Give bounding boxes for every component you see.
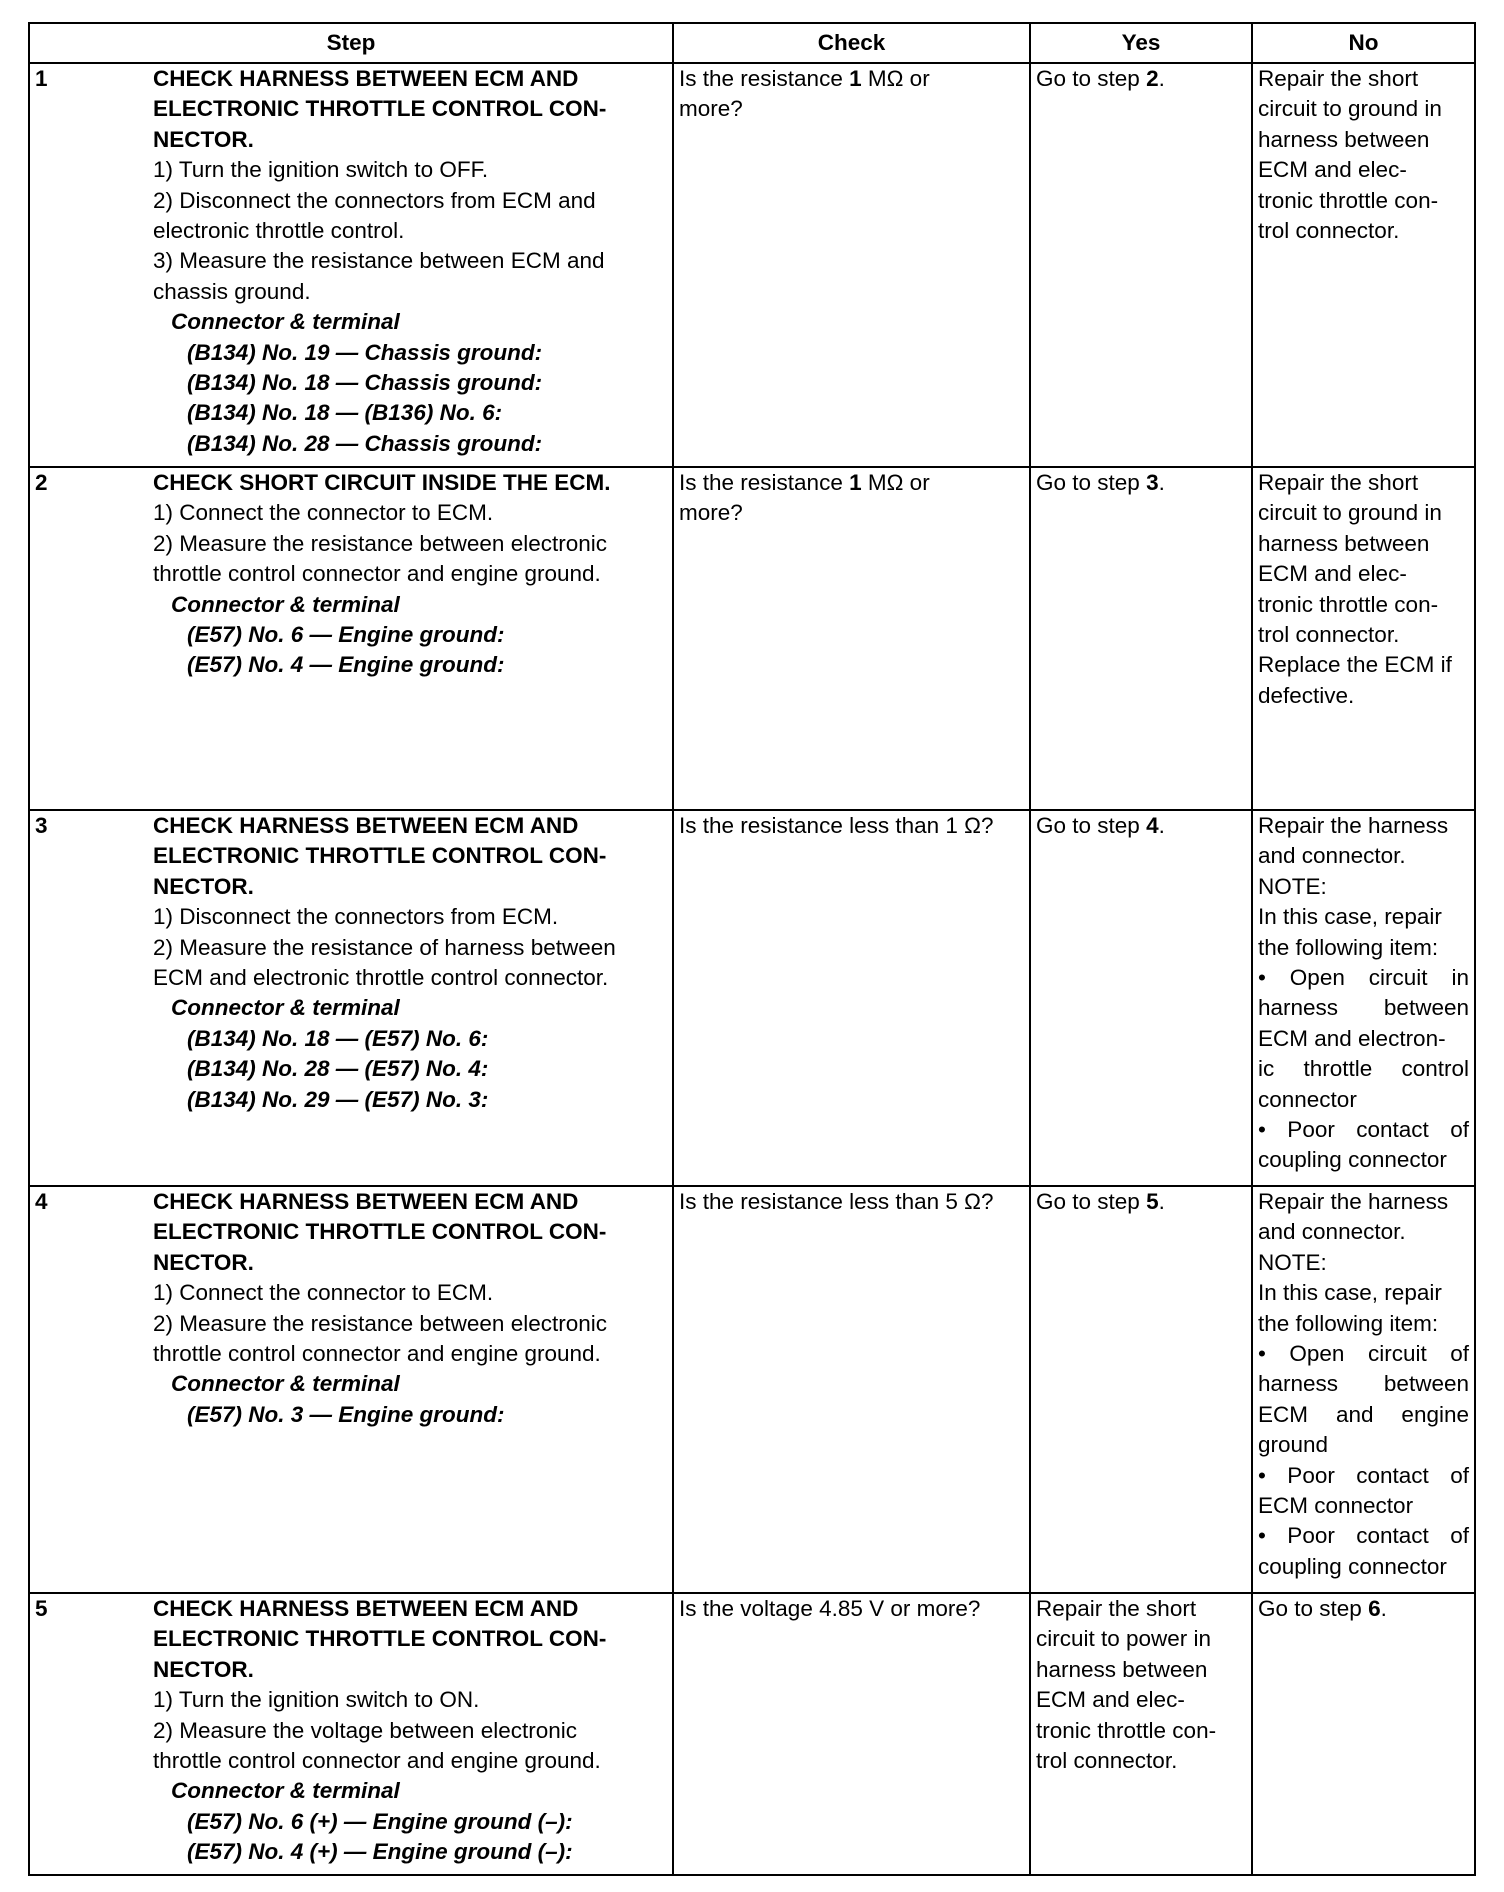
- instruction-line: 1) Connect the connector to ECM.: [153, 1280, 494, 1306]
- step-title-line: CHECK SHORT CIRCUIT INSIDE THE ECM.: [153, 470, 611, 495]
- no-line: ECM connector: [1258, 1493, 1414, 1519]
- no-line: • Poor contact of: [1258, 1462, 1469, 1488]
- no-line: harness between: [1258, 126, 1430, 152]
- no-cell: [1252, 1186, 1475, 1593]
- no-line: circuit to ground in: [1258, 500, 1442, 526]
- check-value: 1: [849, 66, 862, 91]
- goto-step-number: 5: [1146, 1189, 1159, 1214]
- yes-text: Go to step: [1036, 813, 1147, 838]
- connector-terminal-label: Connector & terminal: [171, 995, 400, 1021]
- check-cell: [673, 1186, 1030, 1593]
- instruction-line: throttle control connector and engine ground.: [153, 1341, 601, 1367]
- step-title-line: NECTOR.: [153, 1249, 254, 1275]
- no-line: • Poor contact of: [1258, 1523, 1469, 1549]
- no-line: trol connector.: [1258, 218, 1400, 244]
- no-line: Repair the short: [1258, 66, 1419, 91]
- check-value: 1: [849, 470, 862, 495]
- yes-text: .: [1158, 813, 1165, 838]
- table-row: [29, 810, 1475, 1186]
- step-cell: [29, 1186, 673, 1593]
- connector-terminal: (B134) No. 18 — Chassis ground:: [187, 370, 543, 396]
- no-line: ECM and electron-: [1258, 1025, 1446, 1051]
- step-title-line: CHECK HARNESS BETWEEN ECM AND: [153, 1189, 579, 1214]
- step-title-line: NECTOR.: [153, 1656, 254, 1682]
- instruction-line: 1) Turn the ignition switch to ON.: [153, 1687, 480, 1713]
- no-line: harness between: [1258, 1371, 1469, 1397]
- check-text: Is the resistance: [679, 66, 850, 91]
- no-line: connector: [1258, 1086, 1357, 1112]
- yes-line: [1036, 468, 1246, 498]
- no-line: NOTE:: [1258, 1249, 1327, 1275]
- no-line: harness between: [1258, 995, 1469, 1021]
- step-title-line: CHECK HARNESS BETWEEN ECM AND: [153, 1596, 579, 1621]
- step-number: 4: [35, 1189, 48, 1214]
- instruction-line: electronic throttle control.: [153, 218, 405, 244]
- no-line: trol connector.: [1258, 622, 1400, 648]
- step-number: 1: [35, 66, 48, 91]
- no-line: tronic throttle con-: [1258, 591, 1439, 617]
- yes-line: [1036, 64, 1246, 94]
- yes-text: .: [1158, 66, 1165, 91]
- instruction-line: 3) Measure the resistance between ECM and: [153, 248, 605, 274]
- no-line: ground: [1258, 1432, 1329, 1458]
- step-number: 2: [35, 470, 48, 495]
- connector-terminal: (E57) No. 4 (+) — Engine ground (–):: [187, 1839, 573, 1865]
- yes-text: .: [1158, 470, 1165, 495]
- no-text: .: [1380, 1596, 1387, 1621]
- no-line: Replace the ECM if: [1258, 652, 1452, 678]
- step-cell: [29, 63, 673, 467]
- yes-cell: [1030, 810, 1252, 1186]
- check-text: MΩ or: [861, 66, 930, 91]
- connector-terminal: (B134) No. 18 — (B136) No. 6:: [187, 400, 503, 426]
- no-line: coupling connector: [1258, 1553, 1447, 1579]
- step-cell: [29, 1593, 673, 1875]
- connector-terminal-label: Connector & terminal: [171, 309, 400, 335]
- step-cell: [29, 810, 673, 1186]
- step-title-line: CHECK HARNESS BETWEEN ECM AND: [153, 813, 579, 838]
- check-line: [679, 468, 1024, 498]
- instruction-line: 1) Turn the ignition switch to OFF.: [153, 157, 489, 183]
- no-cell: [1252, 1593, 1475, 1875]
- connector-terminal: (B134) No. 28 — (E57) No. 4:: [187, 1056, 489, 1082]
- instruction-line: ECM and electronic throttle control connector.: [153, 965, 609, 991]
- instruction-line: 1) Disconnect the connectors from ECM.: [153, 904, 559, 930]
- step-title-line: CHECK HARNESS BETWEEN ECM AND: [153, 66, 579, 91]
- connector-terminal: (B134) No. 18 — (E57) No. 6:: [187, 1025, 489, 1051]
- check-cell: [673, 467, 1030, 810]
- step-title-line: ELECTRONIC THROTTLE CONTROL CON-: [153, 1626, 607, 1652]
- yes-cell: [1030, 1186, 1252, 1593]
- no-line: and connector.: [1258, 843, 1406, 869]
- connector-terminal: (B134) No. 19 — Chassis ground:: [187, 339, 543, 365]
- check-line: Is the resistance less than 5 Ω?: [679, 1189, 994, 1214]
- header-check: Check: [673, 23, 1030, 63]
- step-number: 5: [35, 1596, 48, 1621]
- no-cell: [1252, 63, 1475, 467]
- no-line: defective.: [1258, 682, 1355, 708]
- yes-line: [1036, 811, 1246, 841]
- no-cell: [1252, 810, 1475, 1186]
- goto-step-number: 2: [1146, 66, 1159, 91]
- no-line: harness between: [1258, 530, 1430, 556]
- no-line: circuit to ground in: [1258, 96, 1442, 122]
- goto-step-number: 6: [1368, 1596, 1381, 1621]
- header-yes: Yes: [1030, 23, 1252, 63]
- no-line: Repair the harness: [1258, 813, 1449, 838]
- step-title-line: NECTOR.: [153, 126, 254, 152]
- goto-step-number: 4: [1146, 813, 1159, 838]
- no-line: ic throttle control: [1258, 1056, 1469, 1082]
- check-line: Is the resistance less than 1 Ω?: [679, 813, 994, 838]
- instruction-line: throttle control connector and engine ground.: [153, 561, 601, 587]
- connector-terminal: (B134) No. 29 — (E57) No. 3:: [187, 1086, 489, 1112]
- table-row: [29, 1186, 1475, 1593]
- goto-step-number: 3: [1146, 470, 1159, 495]
- connector-terminal: (B134) No. 28 — Chassis ground:: [187, 430, 543, 456]
- no-line: • Poor contact of: [1258, 1117, 1469, 1143]
- check-text: Is the resistance: [679, 470, 850, 495]
- no-line: NOTE:: [1258, 873, 1327, 899]
- no-line: In this case, repair: [1258, 1280, 1442, 1306]
- yes-text: Go to step: [1036, 1189, 1147, 1214]
- instruction-line: 2) Measure the voltage between electronic: [153, 1717, 577, 1743]
- instruction-line: 2) Disconnect the connectors from ECM and: [153, 187, 596, 213]
- yes-cell: [1030, 1593, 1252, 1875]
- no-line: the following item:: [1258, 1310, 1439, 1336]
- no-line: the following item:: [1258, 934, 1439, 960]
- diagnostic-table: [28, 22, 1476, 1876]
- step-title-line: ELECTRONIC THROTTLE CONTROL CON-: [153, 1219, 607, 1245]
- no-line: ECM and elec-: [1258, 561, 1407, 587]
- check-line: more?: [679, 96, 743, 122]
- yes-text: Go to step: [1036, 66, 1147, 91]
- yes-line: circuit to power in: [1036, 1626, 1212, 1652]
- no-line: ECM and elec-: [1258, 157, 1407, 183]
- check-line: Is the voltage 4.85 V or more?: [679, 1596, 981, 1621]
- connector-terminal: (E57) No. 6 — Engine ground:: [187, 622, 505, 648]
- connector-terminal: (E57) No. 3 — Engine ground:: [187, 1401, 505, 1427]
- check-text: MΩ or: [861, 470, 930, 495]
- no-line: ECM and engine: [1258, 1401, 1469, 1427]
- yes-text: Go to step: [1036, 470, 1147, 495]
- yes-line: [1036, 1187, 1246, 1217]
- no-line: In this case, repair: [1258, 904, 1442, 930]
- table-row: [29, 63, 1475, 467]
- connector-terminal: (E57) No. 4 — Engine ground:: [187, 652, 505, 678]
- no-line: Repair the harness: [1258, 1189, 1449, 1214]
- no-cell: [1252, 467, 1475, 810]
- check-cell: [673, 1593, 1030, 1875]
- yes-line: trol connector.: [1036, 1748, 1178, 1774]
- yes-line: harness between: [1036, 1656, 1208, 1682]
- no-line: tronic throttle con-: [1258, 187, 1439, 213]
- no-line: [1258, 1594, 1469, 1624]
- check-cell: [673, 810, 1030, 1186]
- step-title-line: ELECTRONIC THROTTLE CONTROL CON-: [153, 96, 607, 122]
- header-row: [29, 23, 1475, 63]
- step-title-line: NECTOR.: [153, 873, 254, 899]
- instruction-line: 1) Connect the connector to ECM.: [153, 500, 494, 526]
- table-row: [29, 467, 1475, 810]
- connector-terminal-label: Connector & terminal: [171, 591, 400, 617]
- yes-text: .: [1158, 1189, 1165, 1214]
- yes-line: tronic throttle con-: [1036, 1717, 1217, 1743]
- connector-terminal-label: Connector & terminal: [171, 1371, 400, 1397]
- yes-cell: [1030, 63, 1252, 467]
- no-line: Repair the short: [1258, 470, 1419, 495]
- header-no: No: [1252, 23, 1475, 63]
- check-line: more?: [679, 500, 743, 526]
- instruction-line: chassis ground.: [153, 278, 311, 304]
- connector-terminal-label: Connector & terminal: [171, 1778, 400, 1804]
- instruction-line: 2) Measure the resistance between electronic: [153, 530, 607, 556]
- step-cell: [29, 467, 673, 810]
- no-text: Go to step: [1258, 1596, 1369, 1621]
- yes-cell: [1030, 467, 1252, 810]
- no-line: • Open circuit in: [1258, 965, 1469, 991]
- instruction-line: throttle control connector and engine ground.: [153, 1748, 601, 1774]
- no-line: coupling connector: [1258, 1147, 1447, 1173]
- instruction-line: 2) Measure the resistance between electronic: [153, 1310, 607, 1336]
- no-line: and connector.: [1258, 1219, 1406, 1245]
- check-line: [679, 64, 1024, 94]
- step-title-line: ELECTRONIC THROTTLE CONTROL CON-: [153, 843, 607, 869]
- table-row: [29, 1593, 1475, 1875]
- header-step: Step: [29, 23, 673, 63]
- step-number: 3: [35, 813, 48, 838]
- no-line: • Open circuit of: [1258, 1341, 1469, 1367]
- instruction-line: 2) Measure the resistance of harness between: [153, 934, 616, 960]
- connector-terminal: (E57) No. 6 (+) — Engine ground (–):: [187, 1808, 573, 1834]
- yes-line: ECM and elec-: [1036, 1687, 1185, 1713]
- yes-line: Repair the short: [1036, 1596, 1197, 1621]
- check-cell: [673, 63, 1030, 467]
